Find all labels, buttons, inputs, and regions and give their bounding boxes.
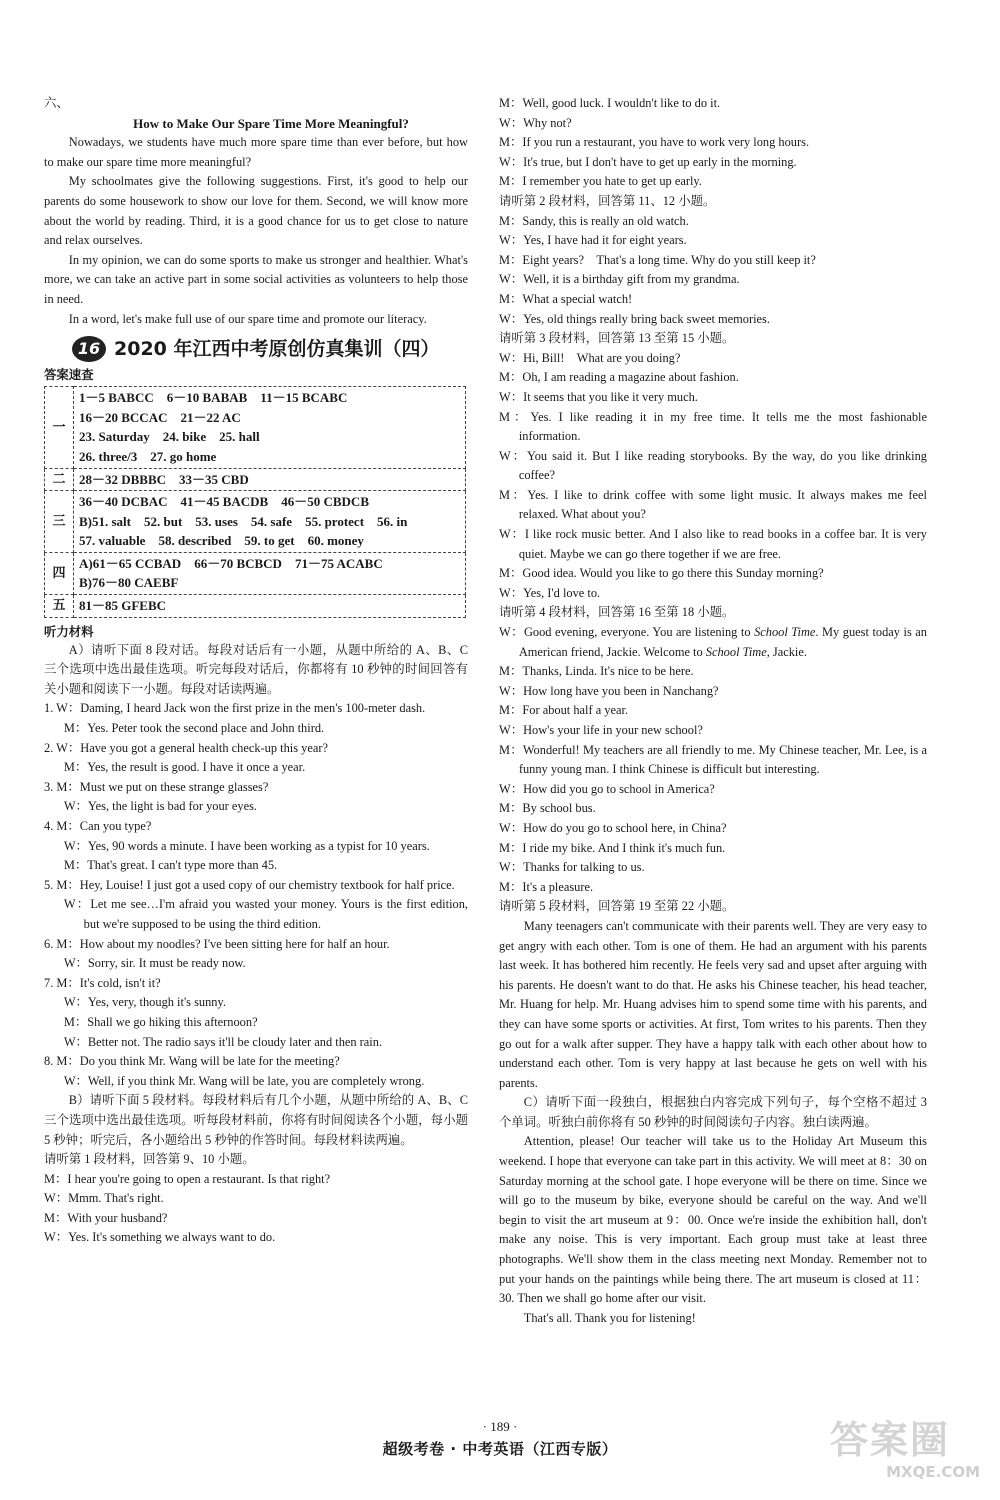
dialog-line: W：Good evening, everyone. You are listening to School Time. My guest today is an American friend, Jackie. Welcome to School Time, Jackie. [499,625,927,659]
answer-row-label: 四 [45,552,74,594]
dialog-line: M：For about half a year. [499,703,629,718]
dialog-line: W：Yes, very, though it's sunny. [63,995,226,1010]
dialog-line: W：Yes, old things really bring back sweet memories. [499,311,770,326]
answer-line: 26. three/3 27. go home [79,448,217,464]
monologue-text: Attention, please! Our teacher will take us to the Holiday Art Museum this weekend. I hope that everyone can take part in this activity. We will meet at 8：30 on Saturday morning at the school gate. I hope everyone will be there on time. Since we will go to the museum by bike, everyone should be careful on the way. And we'll begin to visit the art museum at 9：00. Once we're inside the exhibition hall, don't make any noise. This is very important. Each group must take at least three photographs. We'll show them in the class meeting next Monday. Remember not to put your hands on the paintings while being there. The art museum is closed at 11：30. Then we shall go home after our visit. [499,1134,927,1306]
answer-row-content [74,595,466,618]
unit-title [72,335,468,363]
dialog-line: M：Oh, I am reading a magazine about fashion. [499,370,739,385]
dialog-line: W：Sorry, sir. It must be ready now. [63,956,246,971]
dialog-line: W：I like rock music better. And I also like to read books in a coffee bar. It is very quiet. Maybe we can go there together if we are free. [499,527,927,561]
answer-line: B)51. salt 52. but 53. uses 54. safe 55. protect 56. in [79,513,408,529]
dialog-line: W：Better not. The radio says it'll be cloudy later and then rain. [63,1034,383,1049]
answer-line: 81－85 GFEBC [79,598,167,614]
answer-row-content [74,552,466,594]
closing-text: That's all. Thank you for listening! [523,1310,696,1325]
dialog-line: M：I remember you hate to get up early. [499,174,702,189]
listening-heading: 听力材料 [44,623,94,639]
watermark-logo [830,1418,980,1490]
unit-number-badge: 16 [72,336,106,362]
material-heading: 请听第 3 段材料，回答第 13 至第 15 小题。 [499,331,735,346]
answer-line: A)61－65 CCBAD 66－70 BCBCD 71－75 ACABC [79,555,383,571]
dialog-line: W：Yes, I have had it for eight years. [499,233,687,248]
material-heading: 请听第 2 段材料，回答第 11、12 小题。 [499,193,716,208]
dialog-line: W：Why not? [499,115,572,130]
dialog-line: M：Yes, the result is good. I have it once a year. [63,760,306,775]
dialog-line: W：Well, if you think Mr. Wang will be late, you are completely wrong. [63,1073,425,1088]
dialog-line: 8. M：Do you think Mr. Wang will be late for the meeting? [44,1054,340,1069]
dialog-line: W：Yes, I'd love to. [499,585,601,600]
left-column [44,94,468,1248]
dialog-line: W：Yes, 90 words a minute. I have been working as a typist for 10 years. [63,838,430,853]
dialog-line: 6. M：How about my noodles? I've been sitting here for half an hour. [44,936,390,951]
dialog-line: W：Thanks for talking to us. [499,860,645,875]
dialog-line: 7. M：It's cold, isn't it? [44,975,161,990]
dialog-line: M：That's great. I can't type more than 45. [63,858,278,873]
dialog-line: M：Wonderful! My teachers are all friendly to me. My Chinese teacher, Mr. Lee, is a funny young man. I think Chinese is difficult but interesting. [499,742,927,777]
answer-row [45,468,466,491]
dialog-line: M：What a special watch! [499,291,633,306]
dialog-line: M：I ride my bike. And I think it's much fun. [499,840,726,855]
dialog-line: W：It's true, but I don't have to get up early in the morning. [499,154,797,169]
answer-line: 23. Saturday 24. bike 25. hall [79,429,260,445]
essay-paragraph: In my opinion, we can do some sports to make us stronger and healthier. What's more, we can take an active part in some social activities as volunteers to help those in need. [44,252,468,306]
dialog-line: M：If you run a restaurant, you have to work very long hours. [499,135,810,150]
answer-row [45,595,466,618]
dialog-line: 1. W：Daming, I heard Jack won the first prize in the men's 100-meter dash. [44,701,426,716]
dialog-line: W：How do you go to school here, in China? [499,820,727,835]
listening-intro-c: C）请听下面一段独白，根据独白内容完成下列句子，每个空格不超过 3 个单词。听独白前你将有 50 秒钟的时间阅读句子内容。独白读两遍。 [499,1095,927,1129]
essay-title: How to Make Our Spare Time More Meaningful? [133,115,409,131]
dialog-line: 3. M：Must we put on these strange glasses? [44,779,269,794]
answer-line: B)76－80 CAEBF [79,575,179,591]
dialog-line: W：Mmm. That's right. [44,1191,164,1206]
dialog-block [44,699,468,1091]
dialog-line: W：Let me see…I'm afraid you wasted your money. Yours is the first edition, but we're supposed to be using the third edition. [63,897,468,931]
page-number: · 189 · [482,1419,518,1434]
dialog-line: M：Eight years? That's a long time. Why do you still keep it? [499,252,816,267]
answer-row [45,552,466,594]
essay-section-label: 六、 [44,96,69,110]
dialog-line: 2. W：Have you got a general health check-up this year? [44,740,328,755]
answer-row-content [74,491,466,553]
dialog-line: M：Yes. Peter took the second place and John third. [63,721,325,736]
dialog-line: M：Yes. I like reading it in my free time. It tells me the most fashionable information. [499,409,927,444]
material-heading: 请听第 4 段材料，回答第 16 至第 18 小题。 [499,605,735,620]
dialog-line: 4. M：Can you type? [44,819,152,833]
answer-line: 28－32 DBBBC 33－35 CBD [79,471,249,487]
watermark-sub: MXQE.COM [886,1463,980,1481]
answer-row-label: 二 [45,468,74,491]
answer-row [45,491,466,553]
dialog-line: M：Good idea. Would you like to go there this Sunday morning? [499,566,824,581]
essay-paragraph: In a word, let's make full use of our spare time and promote our literacy. [68,311,427,326]
answer-line: 16－20 BCCAC 21－22 AC [79,409,241,425]
essay-paragraph: My schoolmates give the following suggestions. First, it's good to help our parents do some housework to show our love for them. Second, we will know more about the world by reading. Third, it is a good chance for us to get close to nature and relax ourselves. [44,174,468,248]
essay-paragraph: Nowadays, we students have much more spare time than ever before, but how to make our spare time more meaningful? [44,135,468,169]
dialog-line: M：By school bus. [499,801,596,816]
answer-row-content [74,468,466,491]
answer-row-content [74,387,466,468]
dialog-line: 5. M：Hey, Louise! I just got a used copy of our chemistry textbook for half price. [44,877,455,892]
dialog-line: W：Yes. It's something we always want to do. [44,1230,276,1245]
answer-line: 36－40 DCBAC 41－45 BACDB 46－50 CBDCB [79,494,369,510]
dialog-line: W：Well, it is a birthday gift from my grandma. [499,272,740,287]
answer-row-label: 五 [45,595,74,618]
dialog-line: W：How's your life in your new school? [499,723,703,737]
material-heading: 请听第 1 段材料，回答第 9、10 小题。 [44,1152,255,1167]
dialog-line: W：Yes, the light is bad for your eyes. [63,799,258,814]
dialog-line: W：You said it. But I like reading storybooks. By the way, do you like drinking coffee? [499,448,927,483]
passage-text: Many teenagers can't communicate with their parents well. They are very easy to get angry with each other. Tom is one of them. He had an argument with his parents last week. It has bothered him recently. He feels very sad and upset after arguing with his parents. He doesn't want to do that. He asks his Chinese teacher, his head teacher, Mr. Huang for help. Mr. Huang advises him to spend some time with his parents, and they can have some sports or activities. At first, Tom writes to his parents. Then they go out for a walk after supper. They have a happy talk with each other about how to understand each other. Tom is very happy at last because he gets on well with his parents. [499,918,927,1090]
answer-row-label: 三 [45,491,74,553]
listening-intro-b: B）请听下面 5 段材料。每段材料后有几个小题，从题中所给的 A、B、C 三个选项中选出最佳选项。听每段材料前，你将有时间阅读各个小题，每小题 5 秒钟；听完后，各小题给出 5 秒钟的作答时间。每段材料读两遍。 [44,1093,468,1147]
dialog-line: M：Shall we go hiking this afternoon? [63,1014,258,1029]
answer-key-heading: 答案速查 [44,367,94,383]
watermark-main: 答案圈 [830,1418,951,1462]
dialog-line: W：How did you go to school in America? [499,781,715,796]
material-heading: 请听第 5 段材料，回答第 19 至第 22 小题。 [499,899,735,914]
dialog-line: M：It's a pleasure. [499,879,594,894]
dialog-line: M：With your husband? [44,1210,168,1225]
dialog-line: W：Hi, Bill! What are you doing? [499,350,681,365]
unit-title-text: 2020 年江西中考原创仿真集训（四） [114,338,440,361]
dialog-line: M：I hear you're going to open a restaurant. Is that right? [44,1171,331,1186]
listening-intro-a: A）请听下面 8 段对话。每段对话后有一小题，从题中所给的 A、B、C 三个选项中选出最佳选项。听完每段对话后，你都将有 10 秒钟的时间回答有关小题和阅读下一小题。每段对话读两遍。 [44,642,468,696]
dialog-line: W：It seems that you like it very much. [499,389,698,404]
dialog-line: M：Well, good luck. I wouldn't like to do it. [499,96,721,110]
answer-line: 1－5 BABCC 6－10 BABAB 11－15 BCABC [79,390,348,406]
dialog-line: W：How long have you been in Nanchang? [499,683,719,698]
dialog-line: M：Yes. I like to drink coffee with some light music. It always makes me feel relaxed. What about you? [499,487,927,522]
answer-key-table [44,386,466,618]
answer-line: 57. valuable 58. described 59. to get 60. money [79,533,364,549]
dialog-line: M：Sandy, this is really an old watch. [499,213,689,228]
right-column [499,94,927,1328]
book-title: 超级考卷 · 中考英语（江西专版） [382,1440,618,1458]
answer-row [45,387,466,468]
answer-row-label: 一 [45,387,74,468]
dialog-line: M：Thanks, Linda. It's nice to be here. [499,664,694,679]
